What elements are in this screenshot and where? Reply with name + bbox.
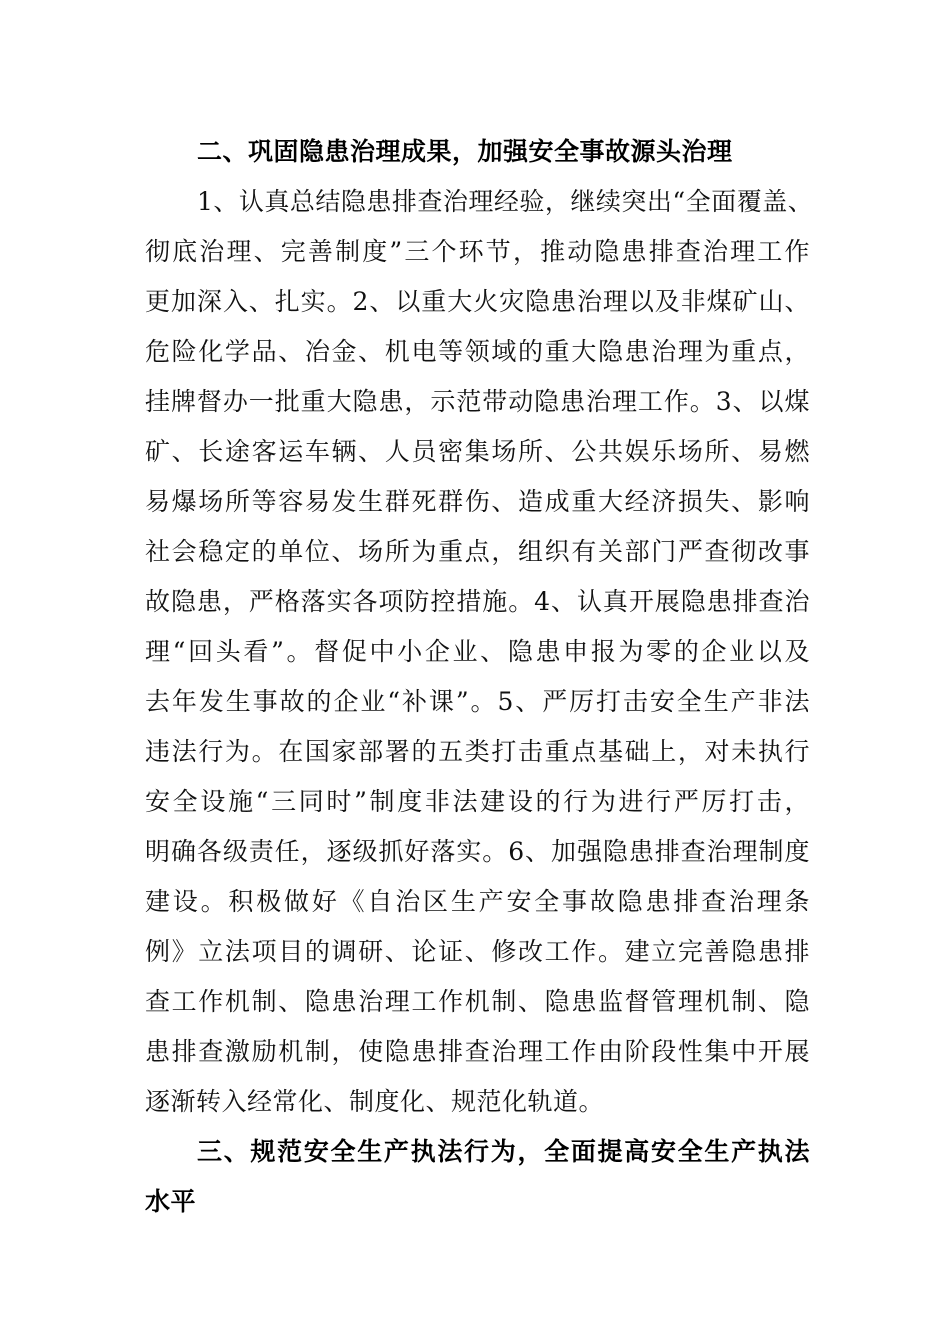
section-heading-2: 二、巩固隐患治理成果，加强安全事故源头治理 — [197, 137, 733, 166]
paragraph-line: 社会稳定的单位、场所为重点，组织有关部门严查彻改事 — [145, 537, 810, 566]
paragraph-line: 1、认真总结隐患排查治理经验，继续突出“全面覆盖、 — [197, 187, 814, 216]
paragraph-line: 故隐患，严格落实各项防控措施。4、认真开展隐患排查治 — [145, 587, 810, 616]
paragraph-line: 挂牌督办一批重大隐患，示范带动隐患治理工作。3、以煤 — [145, 387, 810, 416]
paragraph-line: 建设。积极做好《自治区生产安全事故隐患排查治理条 — [145, 887, 810, 916]
paragraph-line: 例》立法项目的调研、论证、修改工作。建立完善隐患排 — [145, 937, 810, 966]
section-heading-3: 三、规范安全生产执法行为，全面提高安全生产执法 — [197, 1137, 810, 1166]
paragraph-line: 理“回头看”。督促中小企业、隐患申报为零的企业以及 — [145, 637, 810, 666]
paragraph-line: 安全设施“三同时”制度非法建设的行为进行严厉打击， — [145, 787, 810, 816]
section-heading-3-continued: 水平 — [145, 1187, 197, 1216]
paragraph-line: 更加深入、扎实。2、以重大火灾隐患治理以及非煤矿山、 — [145, 287, 810, 316]
paragraph-line: 易爆场所等容易发生群死群伤、造成重大经济损失、影响 — [145, 487, 810, 516]
paragraph-line: 患排查激励机制，使隐患排查治理工作由阶段性集中开展 — [145, 1037, 810, 1066]
paragraph-line: 危险化学品、冶金、机电等领域的重大隐患治理为重点， — [145, 337, 810, 366]
paragraph-line: 去年发生事故的企业“补课”。5、严厉打击安全生产非法 — [145, 687, 810, 716]
paragraph-line: 矿、长途客运车辆、人员密集场所、公共娱乐场所、易燃 — [145, 437, 810, 466]
paragraph-line: 逐渐转入经常化、制度化、规范化轨道。 — [145, 1087, 605, 1116]
paragraph-line: 明确各级责任，逐级抓好落实。6、加强隐患排查治理制度 — [145, 837, 810, 866]
paragraph-line: 违法行为。在国家部署的五类打击重点基础上，对未执行 — [145, 737, 810, 766]
paragraph-line: 查工作机制、隐患治理工作机制、隐患监督管理机制、隐 — [145, 987, 810, 1016]
paragraph-line: 彻底治理、完善制度”三个环节，推动隐患排查治理工作 — [145, 237, 810, 266]
